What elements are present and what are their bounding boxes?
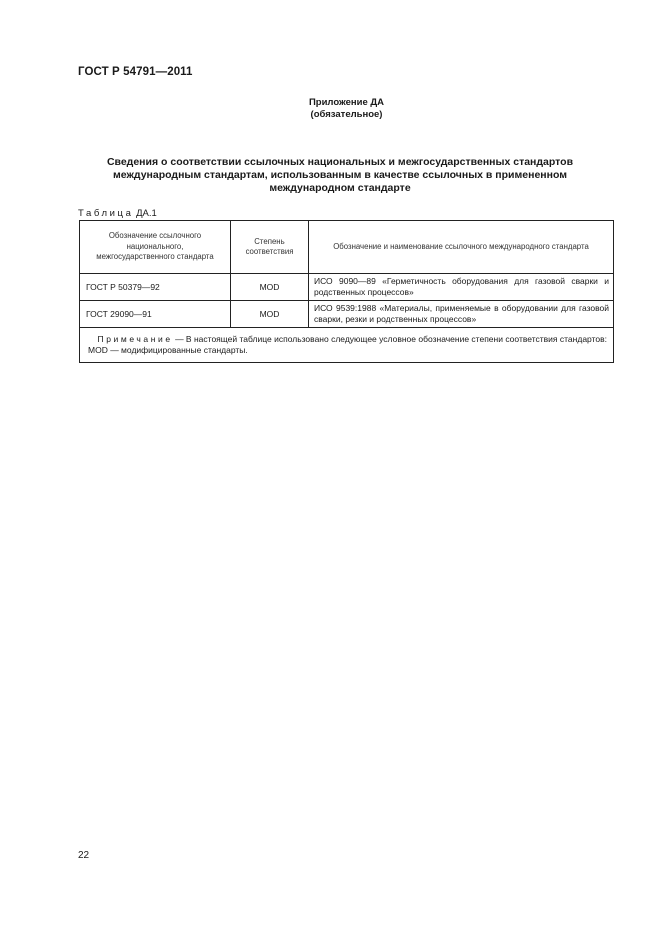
document-id: ГОСТ Р 54791—2011: [78, 66, 193, 78]
cell-national-code: ГОСТ Р 50379—92: [80, 274, 231, 301]
table-row: [80, 274, 614, 301]
header-national-standard: [80, 221, 231, 274]
table-row: [80, 301, 614, 328]
cell-degree: MOD: [231, 274, 309, 301]
header-line: Обозначение ссылочного: [108, 231, 202, 241]
table-caption-label: Таблица: [78, 208, 134, 219]
table-header-row: [80, 221, 614, 274]
standards-table: [79, 220, 614, 363]
section-title: [90, 156, 590, 195]
header-line: соответствия: [245, 247, 294, 256]
table-caption-number: ДА.1: [136, 208, 157, 219]
annex-status: (обязательное): [310, 109, 383, 120]
header-degree: [231, 221, 309, 274]
section-title-line: международным стандартам, использованным в качестве ссылочных в примененном: [112, 169, 568, 181]
section-title-line: международном стандарте: [269, 182, 411, 194]
cell-international: ИСО 9539:1988 «Материалы, применяемые в оборудовании для газовой сварки, резки и родственных процессов»: [309, 301, 614, 328]
note-label: Примечание: [97, 334, 173, 344]
table-note: [80, 328, 614, 363]
page-number: 22: [78, 850, 90, 861]
header-line: национального,: [126, 241, 184, 251]
annex-title: Приложение ДА: [308, 97, 385, 108]
header-line: межгосударственного стандарта: [96, 252, 214, 262]
note-text: — В настоящей таблице использовано следующее условное обозначение степени соответствия стандартов: MOD — модифицированные стандарты.: [88, 334, 607, 355]
header-international-standard: Обозначение и наименование ссылочного международного стандарта: [309, 221, 614, 274]
cell-degree: MOD: [231, 301, 309, 328]
cell-national-code: ГОСТ 29090—91: [80, 301, 231, 328]
table-note-row: [80, 328, 614, 363]
table-caption: [78, 208, 157, 219]
cell-international: ИСО 9090—89 «Герметичность оборудования для газовой сварки и родственных процессов»: [309, 274, 614, 301]
annex-heading: [0, 97, 661, 121]
header-line: Степень: [254, 236, 285, 246]
section-title-line: Сведения о соответствии ссылочных национальных и межгосударственных стандартов: [106, 156, 574, 168]
